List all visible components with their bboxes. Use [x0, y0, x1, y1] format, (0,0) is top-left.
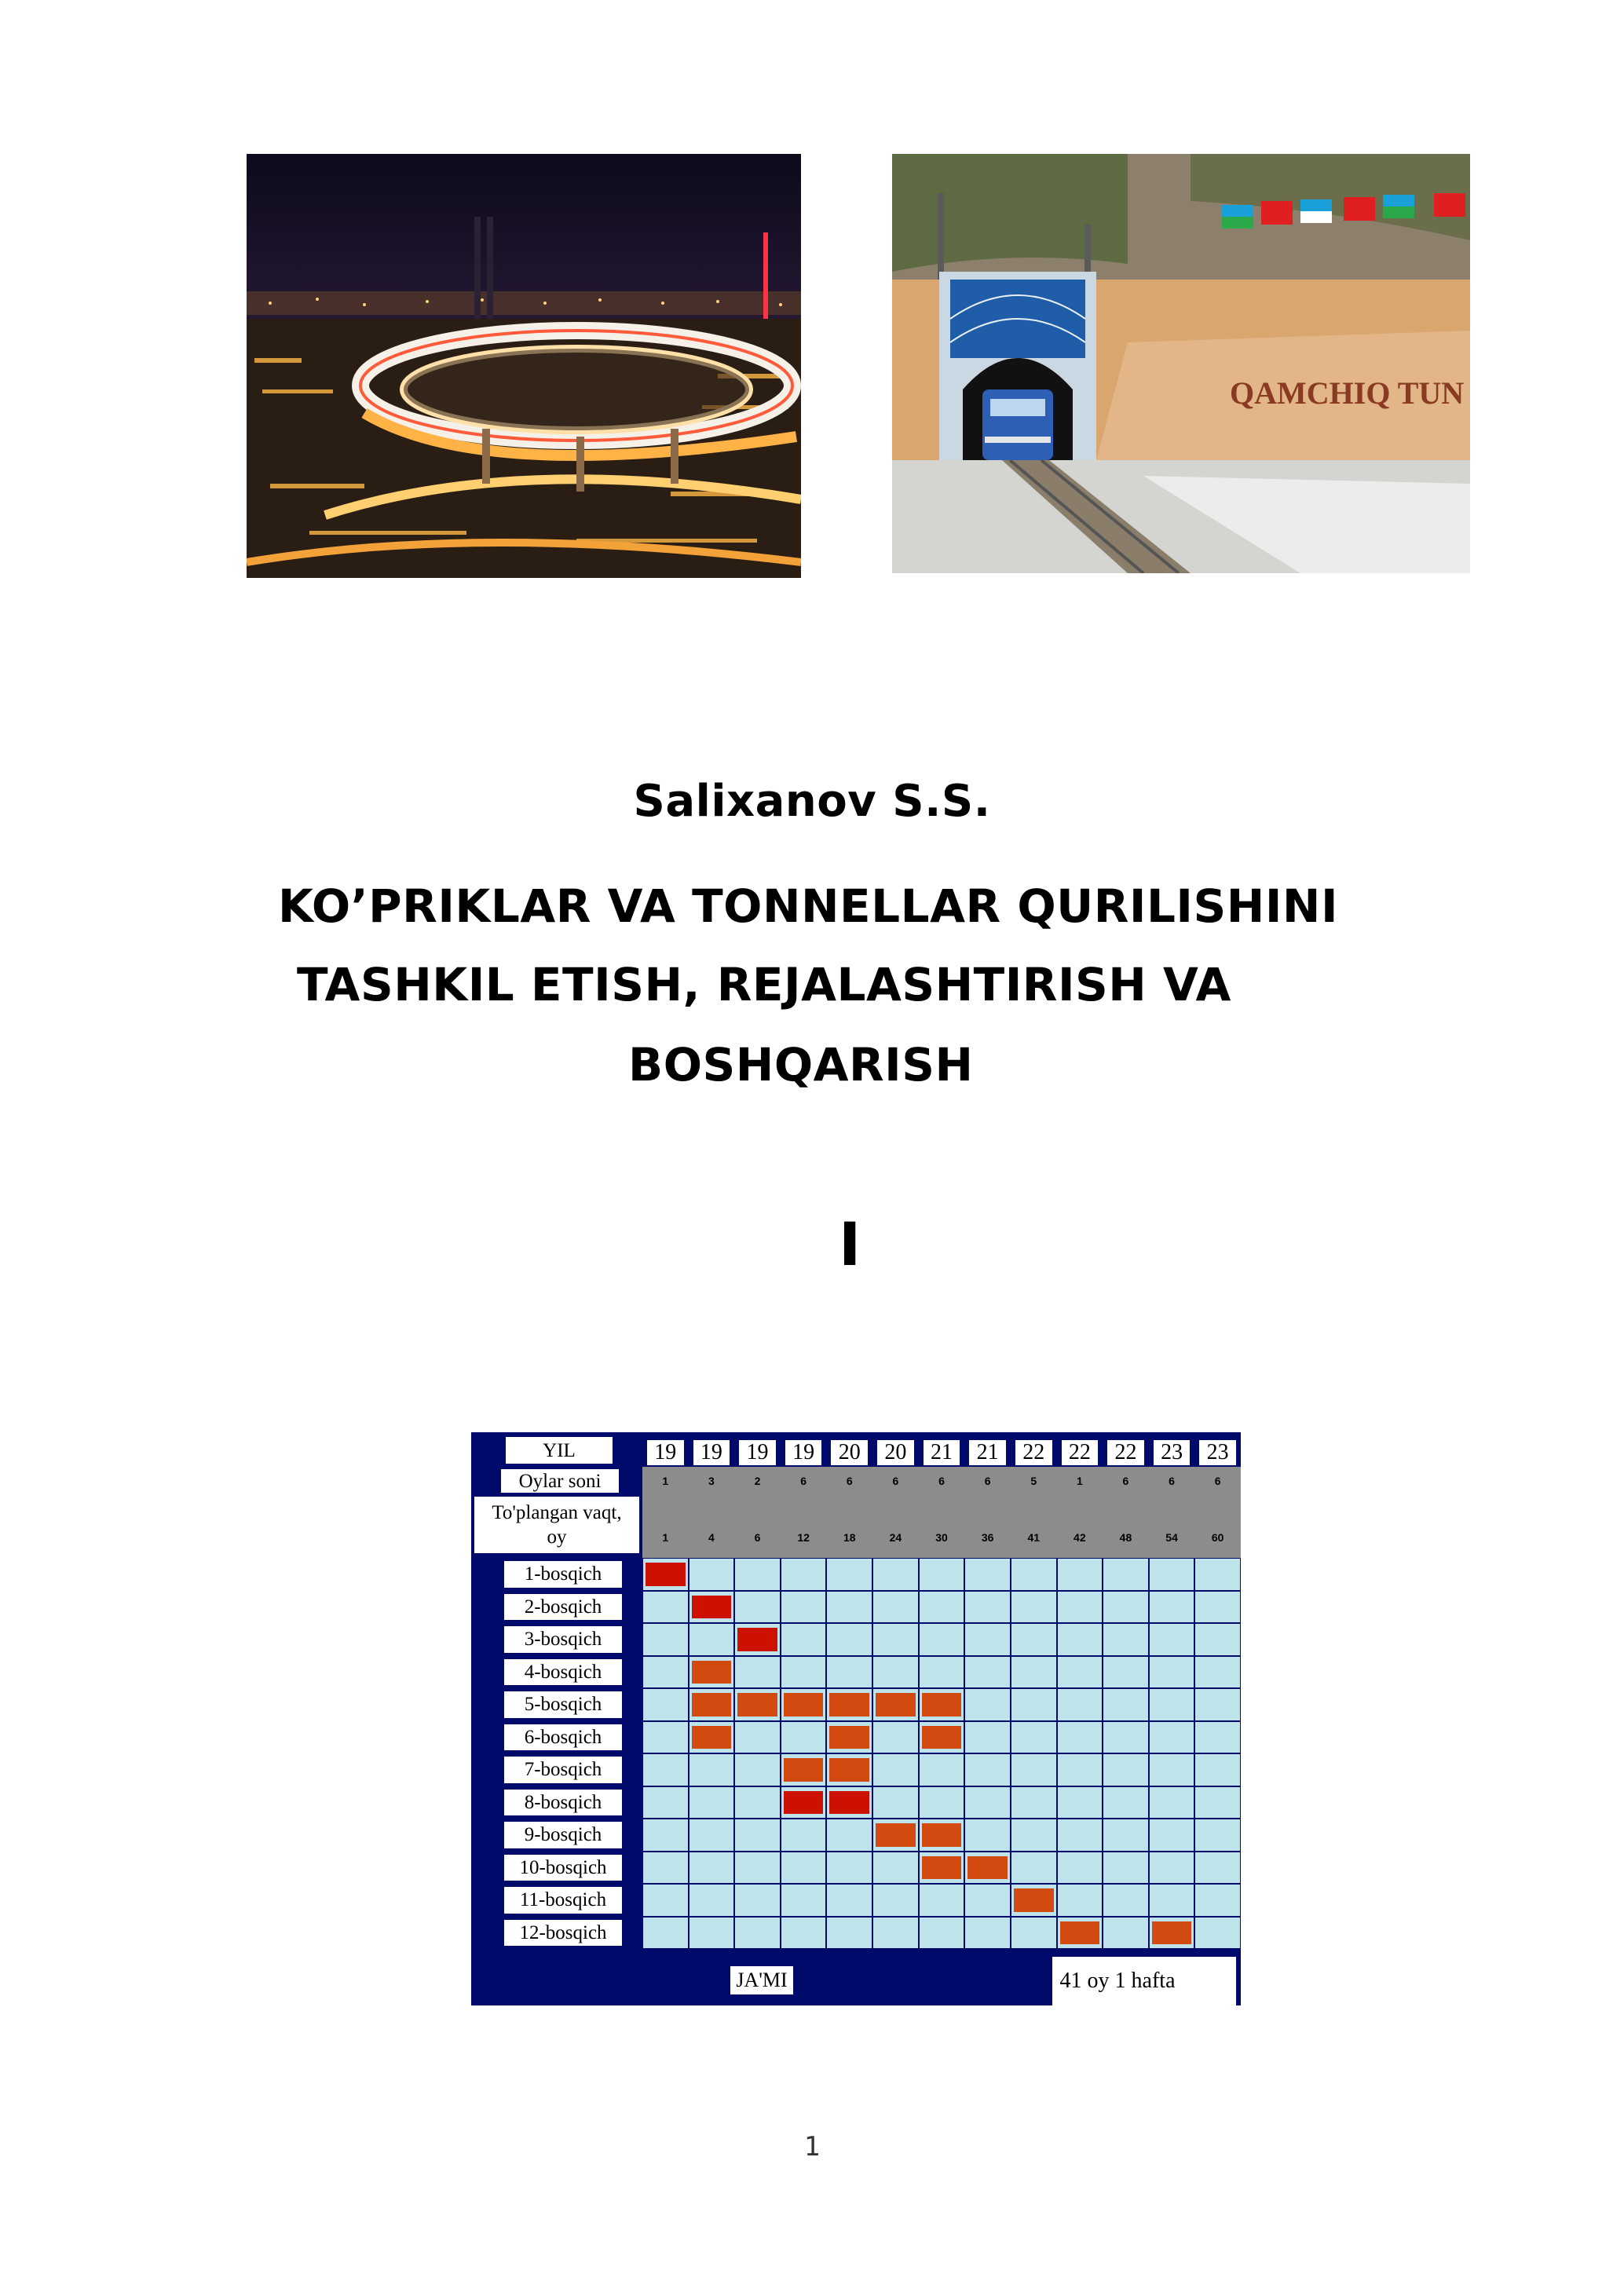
schedule-grid-cell — [781, 1722, 826, 1753]
stage-label: 9-bosqich — [504, 1822, 622, 1848]
schedule-grid-cell — [1195, 1559, 1240, 1590]
stage-duration-bar — [967, 1856, 1008, 1880]
stage-duration-bar — [784, 1758, 824, 1782]
stage-duration-bar — [784, 1693, 824, 1717]
schedule-grid-cell — [1011, 1819, 1056, 1851]
schedule-grid-cell — [1058, 1819, 1103, 1851]
schedule-grid-cell — [781, 1819, 826, 1851]
schedule-grid-cell — [920, 1754, 964, 1786]
schedule-grid-cell — [965, 1918, 1010, 1949]
schedule-grid-cell — [1011, 1592, 1056, 1623]
year-cell: 23 — [1199, 1440, 1236, 1465]
schedule-grid-cell — [1058, 1885, 1103, 1916]
months-cell: 2 — [754, 1475, 761, 1487]
schedule-grid-cell — [735, 1852, 780, 1884]
schedule-grid-cell — [643, 1592, 688, 1623]
schedule-grid-cell — [1195, 1592, 1240, 1623]
schedule-grid-cell — [1011, 1624, 1056, 1655]
schedule-grid-cell — [735, 1592, 780, 1623]
schedule-grid-cell — [1103, 1689, 1148, 1720]
schedule-grid-cell — [873, 1559, 918, 1590]
stage-duration-bar — [692, 1596, 732, 1619]
page-number: 1 — [803, 2131, 821, 2163]
schedule-grid-cell — [735, 1559, 780, 1590]
cumulative-cell: 54 — [1165, 1531, 1178, 1544]
stage-duration-bar — [692, 1693, 732, 1717]
stage-duration-bar — [922, 1823, 962, 1847]
cumulative-header-label — [474, 1497, 639, 1553]
stage-label: 4-bosqich — [504, 1659, 622, 1686]
stage-label: 2-bosqich — [504, 1594, 622, 1621]
cumulative-cell: 41 — [1027, 1531, 1041, 1544]
year-cell: 23 — [1154, 1440, 1191, 1465]
schedule-grid-cell — [781, 1852, 826, 1884]
schedule-grid-cell — [643, 1885, 688, 1916]
schedule-grid-cell — [1011, 1918, 1056, 1949]
cumulative-cell: 30 — [935, 1531, 948, 1544]
schedule-grid-cell — [1011, 1754, 1056, 1786]
schedule-grid-cell — [827, 1624, 872, 1655]
schedule-grid-cell — [1103, 1787, 1148, 1819]
cumulative-cell: 4 — [708, 1531, 715, 1544]
months-cell: 5 — [1030, 1475, 1037, 1487]
schedule-grid-cell — [965, 1885, 1010, 1916]
schedule-grid-cell — [643, 1787, 688, 1819]
total-label: JA'MI — [730, 1966, 793, 1994]
months-cell: 6 — [984, 1475, 991, 1487]
schedule-grid-cell — [643, 1852, 688, 1884]
total-value: 41 oy 1 hafta — [1052, 1957, 1236, 2005]
year-cell: 22 — [1015, 1440, 1052, 1465]
schedule-grid-cell — [781, 1885, 826, 1916]
schedule-grid-cell — [1058, 1689, 1103, 1720]
schedule-grid-cell — [735, 1918, 780, 1949]
stage-duration-bar — [829, 1693, 869, 1717]
schedule-grid-cell — [873, 1592, 918, 1623]
schedule-grid-cell — [1150, 1722, 1194, 1753]
book-title-line-1: KO’PRIKLAR VA TONNELLAR QURILISHINI — [278, 879, 1339, 933]
cumulative-cell: 24 — [889, 1531, 902, 1544]
schedule-grid-cell — [920, 1657, 964, 1688]
schedule-grid-cell — [920, 1787, 964, 1819]
schedule-grid-cell — [1195, 1852, 1240, 1884]
stage-label: 8-bosqich — [504, 1790, 622, 1816]
schedule-grid-cell — [735, 1657, 780, 1688]
schedule-grid-cell — [965, 1559, 1010, 1590]
schedule-grid-cell — [643, 1819, 688, 1851]
schedule-grid-cell — [827, 1592, 872, 1623]
author-name: Salixanov S.S. — [633, 776, 991, 827]
schedule-grid-cell — [965, 1624, 1010, 1655]
schedule-grid-cell — [735, 1885, 780, 1916]
stage-duration-bar — [737, 1693, 777, 1717]
schedule-grid-cell — [827, 1819, 872, 1851]
schedule-grid-cell — [1195, 1819, 1240, 1851]
schedule-grid-cell — [735, 1722, 780, 1753]
schedule-grid-cell — [735, 1787, 780, 1819]
schedule-grid-cell — [1150, 1624, 1194, 1655]
stage-duration-bar — [876, 1693, 916, 1717]
year-cell: 19 — [647, 1440, 684, 1465]
cumulative-cell: 6 — [754, 1531, 761, 1544]
schedule-grid-cell — [1103, 1657, 1148, 1688]
schedule-grid-cell — [1058, 1624, 1103, 1655]
schedule-grid-cell — [827, 1885, 872, 1916]
stage-label: 1-bosqich — [504, 1561, 622, 1588]
schedule-grid-cell — [965, 1787, 1010, 1819]
schedule-grid-cell — [873, 1657, 918, 1688]
schedule-grid-cell — [689, 1918, 734, 1949]
year-cell: 19 — [693, 1440, 730, 1465]
schedule-grid-cell — [1195, 1624, 1240, 1655]
cumulative-label-line: To'plangan vaqt, — [492, 1502, 622, 1523]
schedule-grid-cell — [1103, 1559, 1148, 1590]
months-cell: 6 — [1214, 1475, 1221, 1487]
stage-label: 5-bosqich — [504, 1691, 622, 1718]
schedule-grid-cell — [781, 1559, 826, 1590]
months-cell: 3 — [708, 1475, 715, 1487]
schedule-grid-cell — [920, 1918, 964, 1949]
tunnel-portal-photo — [892, 154, 1470, 573]
schedule-grid-cell — [1103, 1819, 1148, 1851]
schedule-grid-cell — [1103, 1885, 1148, 1916]
year-header-label: YIL — [506, 1437, 613, 1464]
schedule-grid-cell — [1011, 1689, 1056, 1720]
stage-duration-bar — [829, 1758, 869, 1782]
stage-duration-bar — [737, 1628, 777, 1651]
schedule-grid-cell — [1011, 1559, 1056, 1590]
schedule-grid-cell — [1150, 1592, 1194, 1623]
schedule-grid-cell — [1058, 1657, 1103, 1688]
schedule-grid-cell — [1103, 1722, 1148, 1753]
schedule-grid-cell — [689, 1754, 734, 1786]
schedule-grid-cell — [643, 1689, 688, 1720]
schedule-grid-cell — [781, 1624, 826, 1655]
stage-label: 7-bosqich — [504, 1757, 622, 1783]
schedule-grid-cell — [689, 1885, 734, 1916]
schedule-grid-cell — [965, 1722, 1010, 1753]
schedule-grid-cell — [1150, 1787, 1194, 1819]
cumulative-cell: 48 — [1119, 1531, 1132, 1544]
months-cell: 1 — [662, 1475, 669, 1487]
schedule-grid-cell — [643, 1918, 688, 1949]
schedule-grid-cell — [781, 1657, 826, 1688]
schedule-grid-cell — [1058, 1787, 1103, 1819]
year-cell: 22 — [1062, 1440, 1099, 1465]
schedule-grid-cell — [873, 1787, 918, 1819]
stage-duration-bar — [692, 1661, 732, 1684]
schedule-grid-cell — [873, 1754, 918, 1786]
months-cell: 6 — [846, 1475, 853, 1487]
months-cell: 6 — [892, 1475, 899, 1487]
schedule-grid-cell — [1103, 1592, 1148, 1623]
schedule-grid-cell — [873, 1885, 918, 1916]
schedule-grid-cell — [827, 1657, 872, 1688]
stage-duration-bar — [646, 1563, 686, 1586]
stage-duration-bar — [1152, 1921, 1192, 1945]
cumulative-cell: 36 — [981, 1531, 994, 1544]
cumulative-label-line: oy — [547, 1526, 567, 1548]
schedule-grid-cell — [1103, 1852, 1148, 1884]
months-header-label: Oylar soni — [501, 1469, 619, 1493]
schedule-grid-cell — [1103, 1918, 1148, 1949]
schedule-grid-cell — [827, 1559, 872, 1590]
schedule-grid-cell — [689, 1559, 734, 1590]
schedule-grid-cell — [689, 1819, 734, 1851]
book-title-line-3: BOSHQARISH — [628, 1038, 974, 1091]
book-title-line-2: TASHKIL ETISH, REJALASHTIRISH VA — [297, 958, 1231, 1011]
schedule-grid-cell — [643, 1624, 688, 1655]
schedule-grid-cell — [1150, 1819, 1194, 1851]
schedule-grid-cell — [1058, 1592, 1103, 1623]
schedule-grid-cell — [1150, 1657, 1194, 1688]
months-cell: 6 — [1169, 1475, 1175, 1487]
schedule-grid-cell — [689, 1624, 734, 1655]
stage-label: 12-bosqich — [504, 1920, 622, 1947]
schedule-grid-cell — [1195, 1787, 1240, 1819]
schedule-grid-cell — [781, 1918, 826, 1949]
schedule-grid-cell — [873, 1918, 918, 1949]
schedule-grid-cell — [1150, 1852, 1194, 1884]
stage-duration-bar — [922, 1856, 962, 1880]
stage-duration-bar — [829, 1791, 869, 1815]
schedule-grid-cell — [643, 1754, 688, 1786]
schedule-grid-cell — [1195, 1657, 1240, 1688]
stage-label: 11-bosqich — [504, 1887, 622, 1914]
schedule-grid-cell — [689, 1852, 734, 1884]
stage-duration-bar — [829, 1726, 869, 1749]
months-cell: 1 — [1076, 1475, 1083, 1487]
stage-duration-bar — [1060, 1921, 1100, 1945]
schedule-grid-cell — [1058, 1852, 1103, 1884]
schedule-grid-cell — [1150, 1754, 1194, 1786]
months-cell: 6 — [1122, 1475, 1129, 1487]
schedule-grid-cell — [1058, 1722, 1103, 1753]
stage-duration-bar — [692, 1726, 732, 1749]
stage-duration-bar — [784, 1791, 824, 1815]
schedule-grid-cell — [1150, 1689, 1194, 1720]
schedule-grid-cell — [1011, 1722, 1056, 1753]
schedule-grid-cell — [920, 1592, 964, 1623]
schedule-grid-cell — [873, 1852, 918, 1884]
schedule-grid-cell — [1195, 1754, 1240, 1786]
cumulative-cell: 1 — [662, 1531, 669, 1544]
cumulative-cell: 60 — [1211, 1531, 1224, 1544]
year-cell: 22 — [1107, 1440, 1144, 1465]
construction-schedule-table — [471, 1432, 1241, 2005]
schedule-grid-cell — [827, 1918, 872, 1949]
schedule-grid-cell — [643, 1722, 688, 1753]
year-cell: 21 — [969, 1440, 1006, 1465]
year-cell: 19 — [785, 1440, 822, 1465]
schedule-grid-cell — [781, 1592, 826, 1623]
stage-label: 3-bosqich — [504, 1626, 622, 1653]
schedule-grid-cell — [689, 1787, 734, 1819]
schedule-grid-cell — [965, 1657, 1010, 1688]
schedule-grid-cell — [735, 1754, 780, 1786]
schedule-grid-cell — [827, 1852, 872, 1884]
schedule-grid-cell — [1058, 1559, 1103, 1590]
cumulative-cell: 18 — [843, 1531, 856, 1544]
schedule-grid-cell — [1011, 1787, 1056, 1819]
schedule-grid-cell — [1150, 1559, 1194, 1590]
stage-duration-bar — [1014, 1888, 1054, 1912]
schedule-grid-cell — [1195, 1918, 1240, 1949]
schedule-grid-cell — [965, 1819, 1010, 1851]
schedule-grid-cell — [1058, 1754, 1103, 1786]
year-cell: 20 — [831, 1440, 868, 1465]
schedule-grid-cell — [735, 1819, 780, 1851]
schedule-grid-cell — [920, 1559, 964, 1590]
schedule-grid-cell — [1150, 1885, 1194, 1916]
schedule-grid-cell — [1103, 1624, 1148, 1655]
schedule-grid-cell — [920, 1624, 964, 1655]
schedule-grid-cell — [873, 1624, 918, 1655]
schedule-grid-cell — [643, 1657, 688, 1688]
schedule-grid-cell — [1103, 1754, 1148, 1786]
year-cell: 20 — [877, 1440, 914, 1465]
months-cell: 6 — [800, 1475, 807, 1487]
year-cell: 21 — [924, 1440, 960, 1465]
bridge-interchange-photo — [247, 154, 801, 578]
year-cell: 19 — [739, 1440, 776, 1465]
stage-duration-bar — [922, 1726, 962, 1749]
cumulative-cell: 12 — [797, 1531, 810, 1544]
schedule-grid-cell — [965, 1592, 1010, 1623]
stage-label: 6-bosqich — [504, 1724, 622, 1751]
cumulative-cell: 42 — [1074, 1531, 1086, 1544]
stage-label: 10-bosqich — [504, 1855, 622, 1881]
stage-duration-bar — [876, 1823, 916, 1847]
schedule-grid-cell — [920, 1885, 964, 1916]
schedule-grid-cell — [873, 1722, 918, 1753]
tunnel-sign-text: QAMCHIQ TUN — [1230, 375, 1465, 411]
stage-duration-bar — [922, 1693, 962, 1717]
schedule-grid-cell — [1195, 1689, 1240, 1720]
schedule-grid-cell — [1195, 1722, 1240, 1753]
months-cell: 6 — [938, 1475, 945, 1487]
schedule-grid-cell — [1011, 1852, 1056, 1884]
schedule-grid-cell — [1011, 1657, 1056, 1688]
schedule-grid-cell — [1195, 1885, 1240, 1916]
schedule-grid-cell — [965, 1754, 1010, 1786]
schedule-grid-cell — [965, 1689, 1010, 1720]
volume-number: I — [839, 1209, 861, 1279]
